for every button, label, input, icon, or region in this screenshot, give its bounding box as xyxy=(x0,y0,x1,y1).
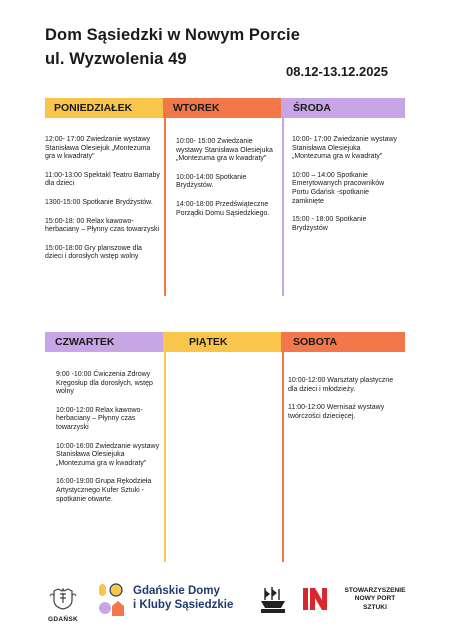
event-item: 11:00-13:00 Spektakl Teatru Barnaby dla dzieci xyxy=(45,171,160,188)
event-item: 15:00-18: 00 Relax kawowo-herbaciany – Płynny czas towarzyski xyxy=(45,217,159,234)
gdk-name xyxy=(133,584,233,612)
day-header-wednesday xyxy=(281,98,405,118)
event-item: 12:00- 17:00 Zwiedzanie wystawy Stanisława Olesiejuk „Montezuma gra w kwadraty” xyxy=(45,136,151,161)
day-column-tuesday xyxy=(176,138,279,228)
day-label-wednesday: ŚRODA xyxy=(293,102,331,114)
gdansk-logo xyxy=(48,588,78,623)
event-item: 10:00 – 14:00 Spotkanie Emerytowanych pracowników Portu Gdańsk -spotkanie zamknięte xyxy=(292,171,385,205)
day-column-monday xyxy=(45,136,161,272)
day-label-tuesday: WTOREK xyxy=(173,102,220,114)
day-label-friday: PIĄTEK xyxy=(189,336,228,348)
event-item: 11:00-12:00 Wernisaż wystawy twórczości dziecięcej. xyxy=(288,404,385,420)
day-column-wednesday xyxy=(292,136,400,243)
event-item: 10:00-14:00 Spotkanie Brydżystów. xyxy=(176,173,247,190)
event-item: 10:00-16:00 Zwiedzanie wystawy Stanisława Olesiejuka „Montezuma gra w kwadraty” xyxy=(56,442,160,467)
snps-mark-icon xyxy=(300,584,330,614)
day-header-tuesday xyxy=(163,98,281,118)
column-divider xyxy=(164,118,166,296)
event-item: 10:00-12:00 Warsztaty plastyczne dla dzieci i młodzieży. xyxy=(288,377,394,393)
column-divider xyxy=(164,352,166,562)
ship-logo xyxy=(260,586,286,614)
page-subtitle-address: ul. Wyzwolenia 49 xyxy=(45,50,187,68)
day-label-saturday: SOBOTA xyxy=(293,336,338,348)
gdk-logo-icons xyxy=(98,582,126,618)
snps-logo xyxy=(300,584,330,614)
date-range: 08.12-13.12.2025 xyxy=(286,64,388,79)
day-label-monday: PONIEDZIAŁEK xyxy=(54,102,133,114)
event-item: 9:00 -10:00 Ćwiczenia Zdrowy Kręgosłup dla dorosłych, wstęp wolny xyxy=(56,371,153,396)
column-divider xyxy=(282,352,284,562)
ship-icon xyxy=(260,586,286,614)
day-column-saturday xyxy=(288,377,400,431)
event-item: 10:00-12:00 Relax kawowo-herbaciany – Płynny czas towarzyski xyxy=(56,406,143,431)
event-item: 16:00-19:00 Grupa Rękodzieła Artystycznego Kufer Sztuki - spotkanie otwarte. xyxy=(56,478,152,503)
day-label-thursday: CZWARTEK xyxy=(55,336,115,348)
event-item: 15:00 - 18:00 Spotkanie Brydżystów xyxy=(292,216,367,232)
column-divider xyxy=(282,118,284,296)
event-item: 14:00-18:00 Przedświąteczne Porządki Domu Sąsiedzkiego. xyxy=(176,200,270,217)
day-column-thursday xyxy=(56,371,160,514)
event-item: 15:00-18:00 Gry planszowe dla dzieci i dorosłych wstęp wolny xyxy=(45,244,142,261)
event-item: 10:00- 17:00 Zwiedzanie wystawy Stanisława Olesiejuka „Montezuma gra w kwadraty” xyxy=(292,136,398,161)
gdk-name-line1: Gdańskie Domy xyxy=(133,585,220,597)
day-header-thursday xyxy=(45,332,163,352)
day-header-friday xyxy=(163,332,281,352)
day-header-monday xyxy=(45,98,163,118)
footer-logos xyxy=(0,580,450,623)
gdk-name-line2: i Kluby Sąsiedzkie xyxy=(133,599,234,611)
day-header-saturday xyxy=(281,332,405,352)
gdansk-label: GDAŃSK xyxy=(48,616,78,623)
gdk-shapes-icon xyxy=(98,582,126,618)
snps-name xyxy=(336,587,414,612)
gdansk-crest-icon xyxy=(48,588,78,610)
event-item: 1300-15:00 Spotkanie Brydżystów. xyxy=(45,198,153,206)
snps-name-line3: SZTUKI xyxy=(363,603,387,611)
page-title: Dom Sąsiedzki w Nowym Porcie xyxy=(45,26,300,44)
event-item: 10:00- 15:00 Zwiedzanie wystawy Stanisława Olesiejuka „Montezuma gra w kwadraty” xyxy=(176,138,273,163)
snps-name-line1: STOWARZYSZENIE xyxy=(344,587,406,594)
snps-name-line2: NOWY PORT xyxy=(354,595,396,603)
